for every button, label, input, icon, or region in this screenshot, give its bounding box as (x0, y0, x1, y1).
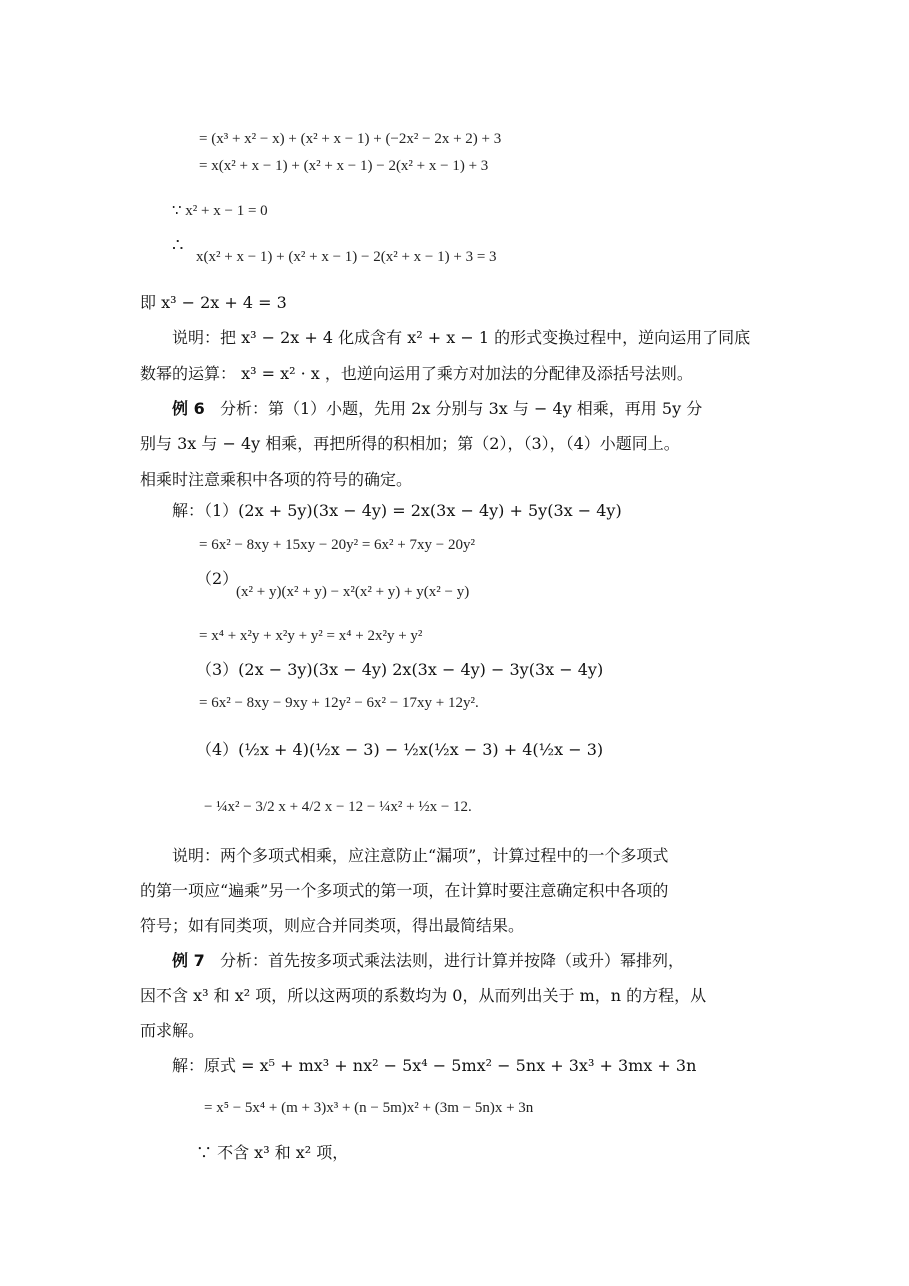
equation-line: (x² + y)(x² + y) − x²(x² + y) + y(x² − y) (236, 584, 470, 600)
text-line: （2） (196, 569, 239, 588)
text-line: 即 x³ − 2x + 4 = 3 (140, 293, 287, 312)
example-label: 例 6 (172, 399, 205, 418)
text-line: 的第一项应“遍乘”另一个多项式的第一项，在计算时要注意确定积中各项的 (140, 881, 669, 900)
equation-line: = 6x² − 8xy − 9xy + 12y² − 6x² − 17xy + 12y². (199, 695, 479, 711)
equation-line: = x⁴ + x²y + x²y + y² = x⁴ + 2x²y + y² (199, 628, 423, 644)
text-line: 因不含 x³ 和 x² 项，所以这两项的系数均为 0，从而列出关于 m，n 的方程，从 (140, 986, 707, 1005)
text-line: 数幂的运算： x³ = x² · x ，也逆向运用了乘方对加法的分配律及添括号法则。 (140, 364, 693, 383)
equation-line: = (x³ + x² − x) + (x² + x − 1) + (−2x² − 2x + 2) + 3 (199, 131, 502, 147)
text-line: 解：原式 = x⁵ + mx³ + nx² − 5x⁴ − 5mx² − 5nx + 3x³ + 3mx + 3n (172, 1056, 697, 1075)
equation-line: ∵ x² + x − 1 = 0 (172, 203, 268, 219)
text-line: （3）(2x − 3y)(3x − 4y) 2x(3x − 4y) − 3y(3x − 4y) (196, 660, 604, 679)
equation-line: = 6x² − 8xy + 15xy − 20y² = 6x² + 7xy − 20y² (199, 537, 475, 553)
equation-line: x(x² + x − 1) + (x² + x − 1) − 2(x² + x − 1) + 3 = 3 (196, 249, 497, 265)
text-line: （4）(½x + 4)(½x − 3) − ½x(½x − 3) + 4(½x − 3) (196, 740, 604, 759)
text-line: 符号；如有同类项，则应合并同类项，得出最简结果。 (140, 916, 525, 935)
text-line: 相乘时注意乘积中各项的符号的确定。 (140, 470, 413, 489)
text-line: ∵ 不含 x³ 和 x² 项， (196, 1143, 349, 1162)
example-label: 例 7 (172, 951, 205, 970)
example-line (172, 401, 702, 417)
equation-line: − ¼x² − 3/2 x + 4/2 x − 12 − ¼x² + ½x − 12. (204, 799, 472, 815)
example-line (172, 953, 684, 969)
text-span: 分析：第（1）小题，先用 2x 分别与 3x 与 − 4y 相乘，再用 5y 分 (219, 399, 703, 418)
therefore-symbol: ∴ (172, 235, 184, 255)
text-line: 解：（1）(2x + 5y)(3x − 4y) = 2x(3x − 4y) + 5y(3x − 4y) (172, 501, 622, 520)
equation-line: = x(x² + x − 1) + (x² + x − 1) − 2(x² + x − 1) + 3 (199, 158, 489, 174)
text-span: 分析：首先按多项式乘法法则，进行计算并按降（或升）幂排列， (219, 951, 684, 970)
text-line: 说明：把 x³ − 2x + 4 化成含有 x² + x − 1 的形式变换过程中，逆向运用了同底 (172, 328, 751, 347)
equation-line: = x⁵ − 5x⁴ + (m + 3)x³ + (n − 5m)x² + (3m − 5n)x + 3n (204, 1100, 534, 1116)
text-line: 别与 3x 与 − 4y 相乘，再把所得的积相加；第（2），（3），（4）小题同上。 (140, 434, 680, 453)
text-line: 说明：两个多项式相乘，应注意防止“漏项”，计算过程中的一个多项式 (172, 846, 669, 865)
text-line: 而求解。 (140, 1021, 205, 1040)
